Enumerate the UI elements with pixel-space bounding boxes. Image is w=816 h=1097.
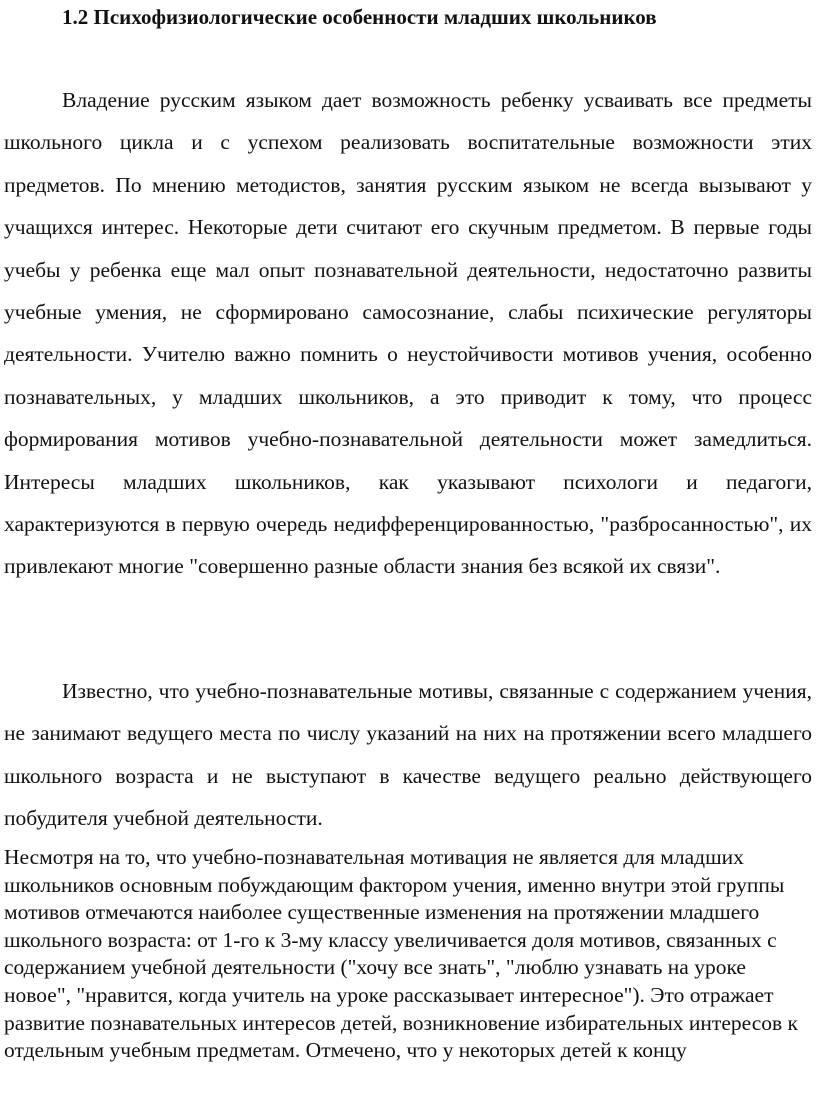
paragraph-language-mastery: Владение русским языком дает возможность ребенку усваивать все предметы школьного цикла и с успехом реализовать воспитательные возможности этих предметов. По мнению методистов, занятия русским языком не всегда вызывают у учащихся интерес. Некоторые дети считают его скучным предметом. В первые годы учебы у ребенка еще мал опыт познавательной деятельности, недостаточно развиты учебные умения, не сформировано самосознание, слабы психические регуляторы деятельности. Учителю важно помнить о неустойчивости мотивов учения, особенно познавательных, у младших школьников, а это приводит к тому, что процесс формирования мотивов учебно-познавательной деятельности может замедлиться. Интересы младших школьников, как указывают психологи и педагоги, характеризуются в первую очередь недифференцированностью, "разбросанностью", их привлекают многие "совершенно разные области знания без всякой их связи".	[4, 88, 812, 579]
paragraph-motivation-changes: Несмотря на то, что учебно-познавательная мотивация не является для младших школьников основным побуждающим фактором учения, именно внутри этой группы мотивов отмечаются наиболее существенные изменения на протяжении младшего школьного возраста: от 1-го к 3-му классу увеличивается доля мотивов, связанных с содержанием учебной деятельности ("хочу все знать", "люблю узнавать на уроке новое", "нравится, когда учитель на уроке рассказывает интересное"). Это отражает развитие познавательных интересов детей, возникновение избирательных интересов к отдельным учебным предметам. Отмечено, что у некоторых детей к концу	[4, 845, 798, 1063]
paragraph-cognitive-motives: Известно, что учебно-познавательные мотивы, связанные с содержанием учения, не занимают ведущего места по числу указаний на них на протяжении всего младшего школьного возраста и не выступают в качестве ведущего реально действующего побудителя учебной деятельности.	[4, 679, 812, 831]
section-heading: 1.2 Психофизиологические особенности младших школьников	[62, 5, 657, 29]
